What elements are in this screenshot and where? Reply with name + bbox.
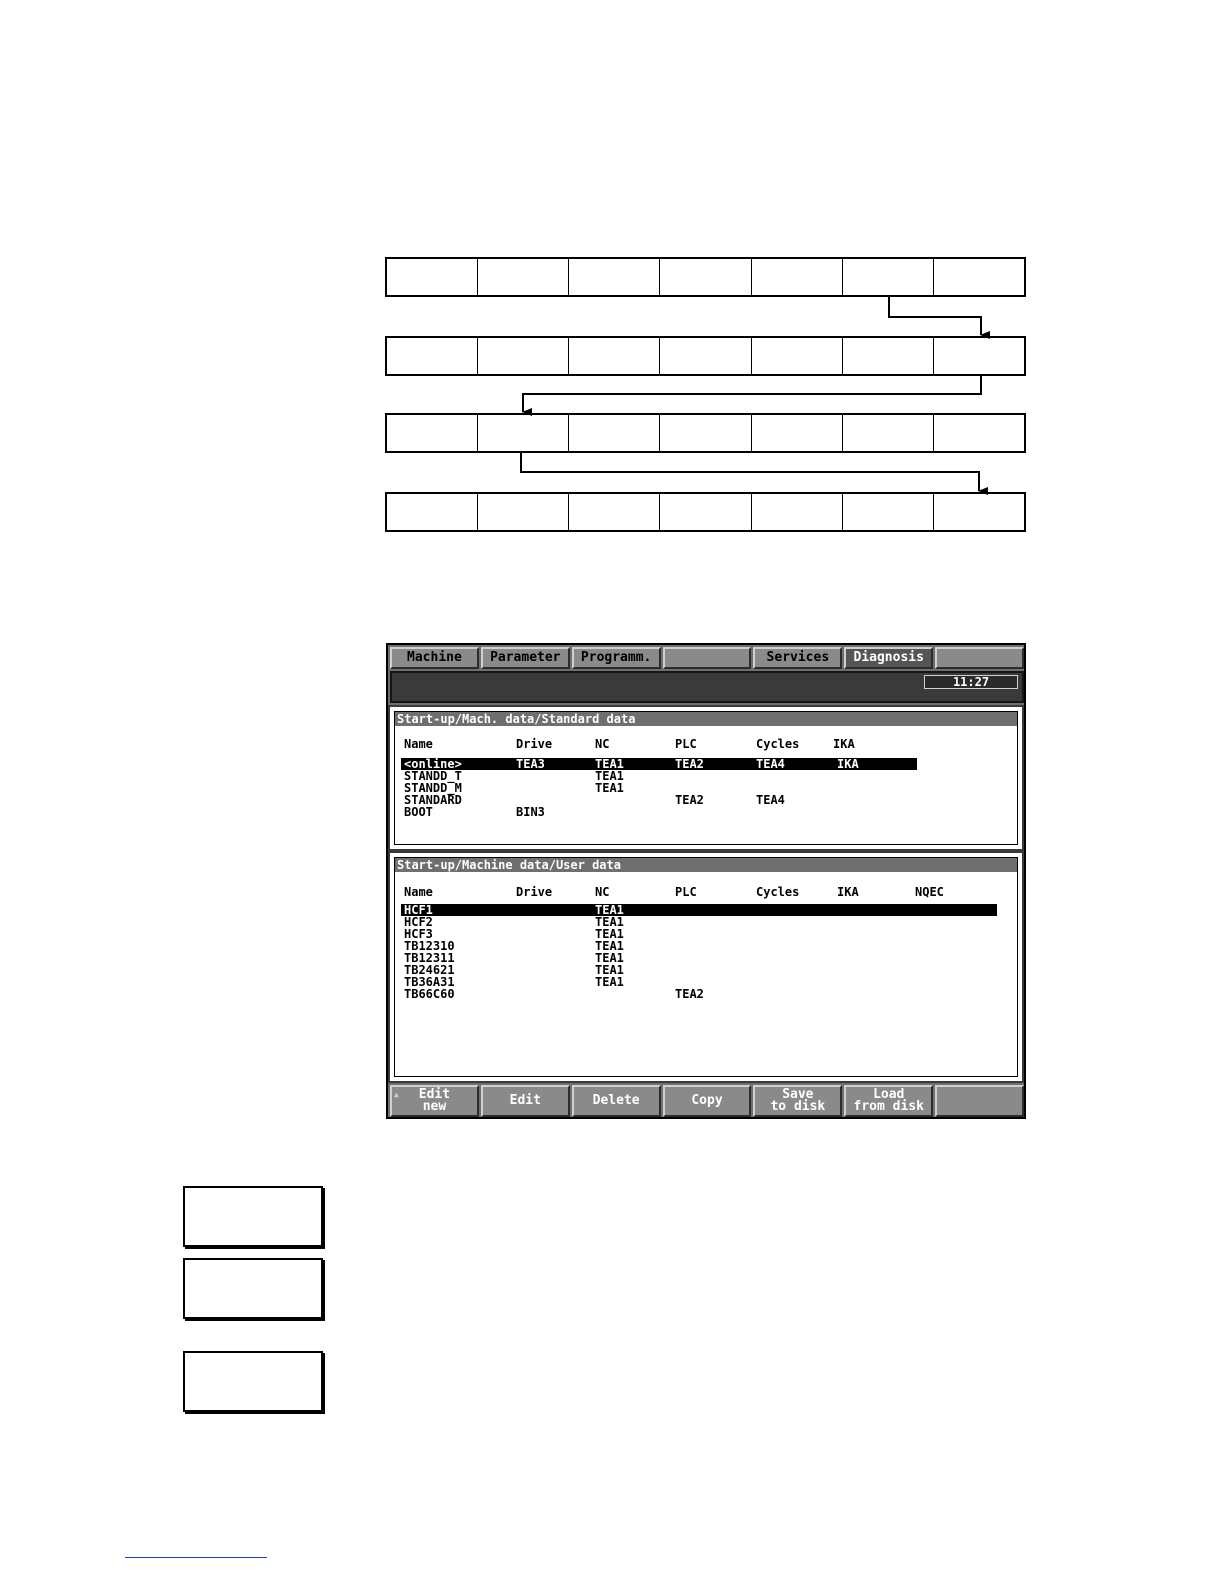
list-cell: TEA2 (675, 793, 704, 807)
user-data-row[interactable] (401, 904, 997, 916)
column-header-drive: Drive (516, 885, 553, 899)
connector-arrow (523, 376, 981, 412)
message-line (390, 671, 1024, 703)
softkey-edit[interactable] (481, 1085, 570, 1117)
list-cell: <online> (404, 757, 462, 771)
softkey-load-from-disk[interactable] (844, 1085, 933, 1117)
list-cell: TEA1 (595, 769, 624, 783)
connector-arrow (889, 297, 981, 335)
column-header-nc: NC (595, 885, 610, 899)
column-header-cycles: Cycles (756, 885, 800, 899)
column-header-ika: IKA (833, 737, 855, 751)
column-header-name: Name (404, 885, 433, 899)
user-data-frame (394, 857, 1018, 1077)
softkey-save-to-disk[interactable] (753, 1085, 842, 1117)
list-cell: TEA3 (516, 757, 545, 771)
clock-display: 11:27 (924, 675, 1018, 689)
softkey-edit-new[interactable] (390, 1085, 479, 1117)
menu-tree-connectors (0, 0, 1224, 560)
hkey-diagnosis[interactable]: Diagnosis (844, 647, 933, 669)
column-header-plc: PLC (675, 885, 697, 899)
list-cell: TEA1 (595, 915, 624, 929)
list-cell: TB66C60 (404, 987, 455, 1001)
standard-data-row[interactable] (401, 794, 917, 806)
column-header-nqec: NQEC (915, 885, 944, 899)
list-cell: HCF1 (404, 903, 433, 917)
standard-data-header (401, 738, 1001, 750)
list-cell: TEA1 (595, 963, 624, 977)
connector-arrow (521, 453, 979, 491)
column-header-nc: NC (595, 737, 610, 751)
user-data-header (401, 886, 1001, 898)
list-cell: TEA1 (595, 939, 624, 953)
list-cell: STANDD_T (404, 769, 462, 783)
user-data-row[interactable] (401, 916, 997, 928)
softkey-delete[interactable] (572, 1085, 661, 1117)
list-cell: STANDARD (404, 793, 462, 807)
softkey-label-line1: Load (873, 1087, 905, 1102)
standard-data-row[interactable] (401, 782, 917, 794)
list-cell: TEA1 (595, 757, 624, 771)
user-data-row[interactable] (401, 988, 997, 1000)
standard-data-row[interactable] (401, 806, 917, 818)
key-box-2 (183, 1258, 323, 1319)
vertical-softkey-bar (390, 1085, 1024, 1117)
list-cell: TB12311 (404, 951, 455, 965)
list-cell: STANDD_M (404, 781, 462, 795)
softkey-empty-7[interactable] (935, 1085, 1024, 1117)
list-cell: TEA2 (675, 987, 704, 1001)
hkey-empty-7[interactable] (935, 647, 1024, 669)
key-box-3 (183, 1351, 323, 1412)
column-header-cycles: Cycles (756, 737, 800, 751)
softkey-label-line1: Edit (418, 1087, 451, 1102)
softkey-label-line1: Edit (509, 1093, 541, 1108)
column-header-drive: Drive (516, 737, 553, 751)
key-box-1 (183, 1186, 323, 1247)
user-data-title: Start-up/Machine data/User data (395, 858, 1017, 872)
softkey-label-line1: Delete (592, 1093, 640, 1108)
list-cell: TB12310 (404, 939, 455, 953)
list-cell: TEA2 (675, 757, 704, 771)
column-header-plc: PLC (675, 737, 697, 751)
list-cell: TEA1 (595, 927, 624, 941)
user-data-row[interactable] (401, 964, 997, 976)
standard-data-row[interactable] (401, 770, 917, 782)
hkey-machine[interactable]: Machine (390, 647, 479, 669)
standard-data-title: Start-up/Mach. data/Standard data (395, 712, 1017, 726)
list-cell: BOOT (404, 805, 433, 819)
hkey-services[interactable]: Services (753, 647, 842, 669)
list-cell: TEA1 (595, 903, 624, 917)
horizontal-menu-bar (390, 647, 1024, 669)
softkey-label-line2: new (422, 1099, 447, 1114)
hkey-programm[interactable]: Programm. (572, 647, 661, 669)
list-cell: HCF2 (404, 915, 433, 929)
hkey-parameter[interactable]: Parameter (481, 647, 570, 669)
standard-data-panel (390, 707, 1022, 849)
standard-data-frame (394, 711, 1018, 845)
list-cell: IKA (837, 757, 859, 771)
list-cell: TEA1 (595, 781, 624, 795)
softkey-label-line2: from disk (853, 1099, 924, 1114)
list-cell: TEA4 (756, 757, 785, 771)
list-cell: BIN3 (516, 805, 545, 819)
softkey-label-line1: Copy (691, 1093, 723, 1108)
list-cell: TEA1 (595, 951, 624, 965)
footnote-rule (125, 1557, 267, 1558)
user-data-panel (390, 853, 1022, 1081)
list-cell: TB24621 (404, 963, 455, 977)
user-data-row[interactable] (401, 952, 997, 964)
hkey-empty-4[interactable] (663, 647, 752, 669)
recall-icon: ▲ (394, 1090, 399, 1099)
user-data-row[interactable] (401, 940, 997, 952)
column-header-name: Name (404, 737, 433, 751)
softkey-copy[interactable] (663, 1085, 752, 1117)
softkey-label-line1: Save (782, 1087, 814, 1102)
column-header-ika: IKA (837, 885, 859, 899)
list-cell: TB36A31 (404, 975, 455, 989)
softkey-label-line2: to disk (770, 1099, 826, 1114)
list-cell: TEA4 (756, 793, 785, 807)
list-cell: TEA1 (595, 975, 624, 989)
user-data-row[interactable] (401, 928, 997, 940)
standard-data-row[interactable] (401, 758, 917, 770)
list-cell: HCF3 (404, 927, 433, 941)
control-screen (386, 643, 1026, 1119)
